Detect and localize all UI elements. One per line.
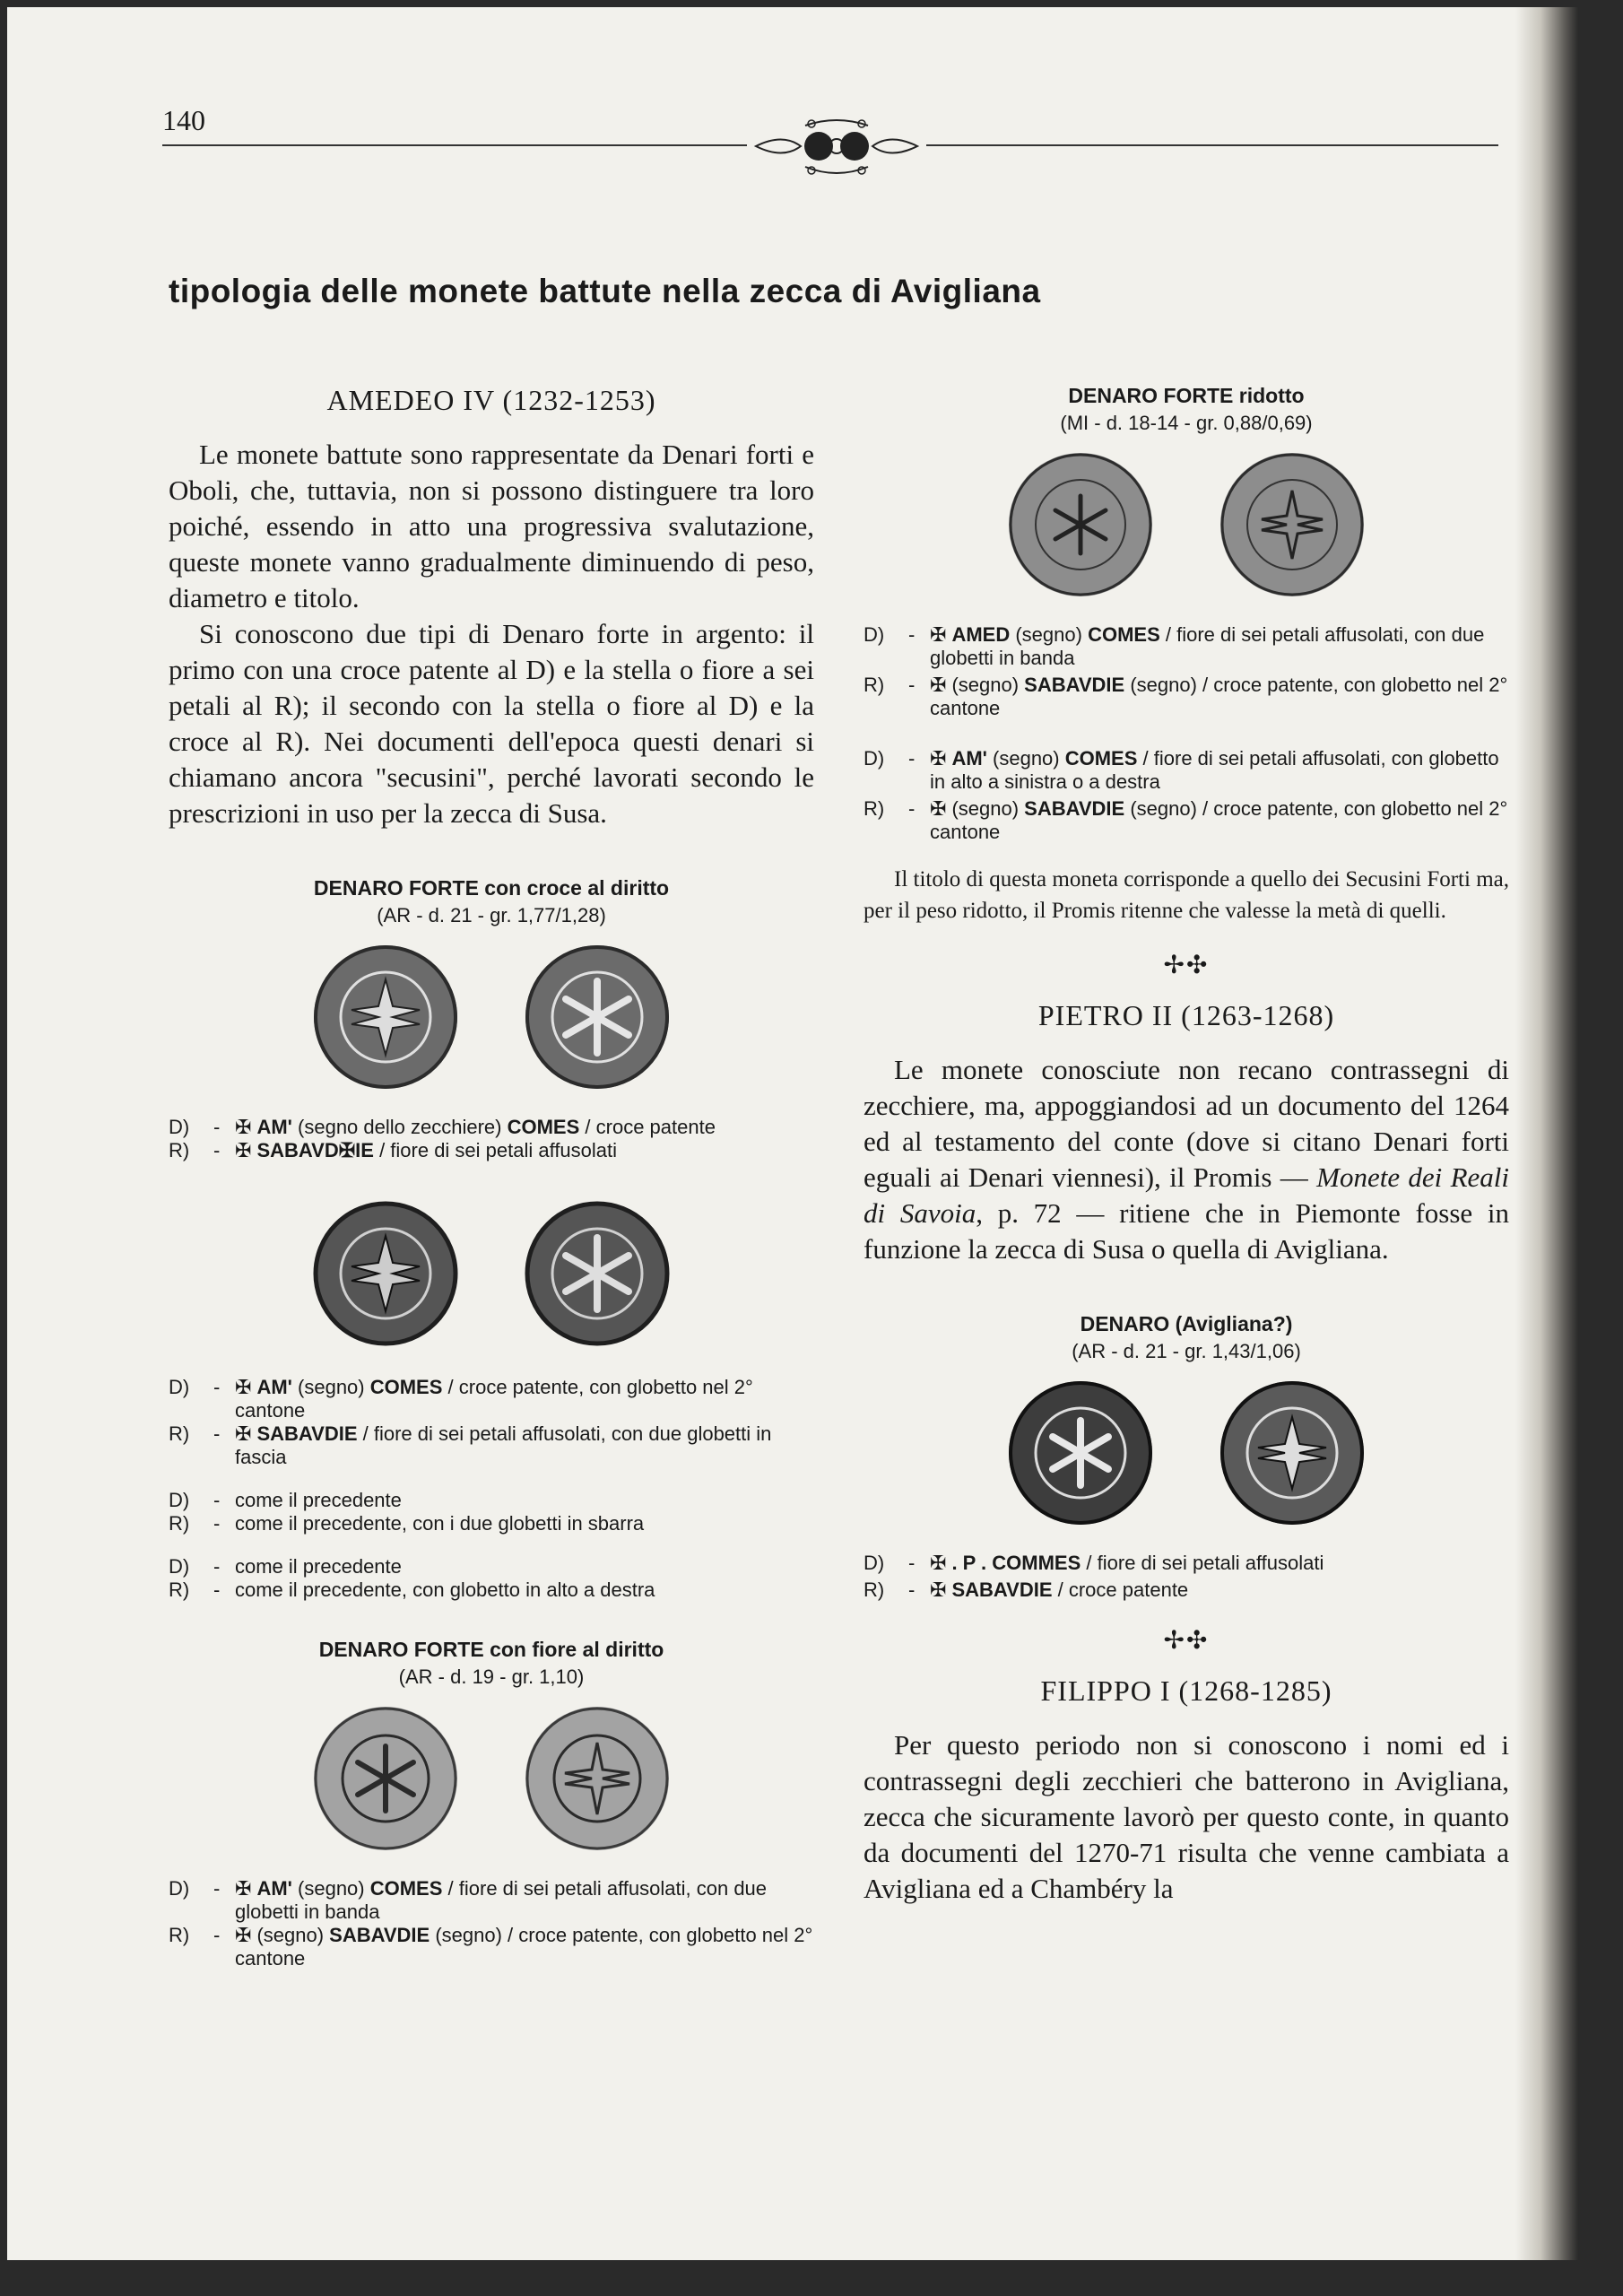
coin-images [864,449,1509,600]
paragraph: Si conoscono due tipi di Denaro forte in argento: il primo con una croce patente al D) e la stella o fiore a sei petali al R); il secondo con la stella o fiore al D) e la croce al R). Nei documenti dell'epoca questi denari si chiamano ancora "secusini", perché lavorati secondo le prescrizioni in uso per la zecca di Susa. [169,618,814,829]
paragraph: Le monete battute sono rappresentate da Denari forti e Oboli, che, tuttavia, non si possono distinguere tra loro poiché, essendo in atto una progressiva svalutazione, queste monete vanno gradualmente diminuendo di peso, diametro e titolo. [169,439,814,613]
coin-title: DENARO (Avigliana?) [1080,1312,1293,1335]
coin-reverse-cross-icon [1217,1378,1367,1528]
coin-obverse-cross-icon [310,1198,461,1349]
page-title: tipologia delle monete battute nella zecca di Avigliana [169,273,1041,309]
coin-description: D) - ✠ AMED (segno) COMES / fiore di sei petali affusolati, con due globetti in banda R) - ✠ (segno) SABAVDIE (segno) / croce patente, con globetto nel 2° cantone [864,623,1508,719]
reign-heading: AMEDEO IV (1232-1253) [326,384,656,416]
coin-variant: D) - come il precedente R) - come il precedente, con globetto in alto a destra [169,1555,655,1601]
coin-obverse-cross-icon [310,942,461,1092]
coin-description: D) - ✠ AM' (segno) COMES / fiore di sei petali affusolati, con globetto in alto a sinistra o a destra R) - ✠ (segno) SABAVDIE (segno) / croce patente, con globetto nel 2° cantone [864,747,1508,843]
coin-reverse-cross-icon [522,1703,673,1854]
coin-images [169,942,814,1092]
coin-title: DENARO FORTE ridotto [1068,384,1305,407]
reign-heading: PIETRO II (1263-1268) [1037,999,1335,1031]
coin-title: DENARO FORTE con croce al diritto [313,876,670,900]
coin-description: D) - ✠ . P . COMMES / fiore di sei petali affusolati R) - ✠ SABAVDIE / croce patente [864,1552,1324,1601]
coin-meta: (AR - d. 21 - gr. 1,77/1,28) [377,904,606,926]
reign-heading: FILIPPO I (1268-1285) [1040,1674,1332,1707]
paragraph: Le monete conosciute non recano contrassegni di zecchiere, ma, appoggiandosi ad un documento del 1264 ed al testamento del conte (dove si citano Denari forti eguali ai Denari viennesi), il Promis — Monete dei Reali di Savoia, p. 72 — ritiene che in Piemonte fosse in funzione la zecca di Susa o quella di Avigliana. [864,1054,1510,1265]
book-page [7,7,1578,2260]
coin-description: D) - ✠ AM' (segno) COMES / croce patente, con globetto nel 2° cantone R) - ✠ SABAVDIE / fiore di sei petali affusolati, con due globetti in fascia [169,1376,772,1468]
coin-description: D) - ✠ AM' (segno) COMES / fiore di sei petali affusolati, con due globetti in banda R) - ✠ (segno) SABAVDIE (segno) / croce patente, con globetto nel 2° cantone [169,1877,813,1970]
coin-meta: (AR - d. 19 - gr. 1,10) [398,1665,585,1688]
coin-title: DENARO FORTE con fiore al diritto [318,1638,664,1661]
note-paragraph: Il titolo di questa moneta corrisponde a quello dei Secusini Forti ma, per il peso ridotto, il Promis ritenne che valesse la metà di quelli. [864,867,1509,923]
separator-ornament-icon: ✢✣ [1163,1625,1210,1655]
page-number: 140 [162,104,205,136]
coin-variant: D) - come il precedente R) - come il precedente, con i due globetti in sbarra [169,1489,645,1535]
coin-meta: (AR - d. 21 - gr. 1,43/1,06) [1072,1340,1301,1362]
paragraph: Per questo periodo non si conoscono i nomi ed i contrassegni degli zecchieri che batterono in Avigliana, zecca che sicuramente lavorò per questo conte, in quanto da documenti del 1270-71 risulta che venne cambiata a Avigliana ed a Chambéry la [864,1729,1509,1904]
coin-reverse-flower-icon [522,942,673,1092]
cross-symbol: ✠ [235,1139,252,1161]
coin-reverse-flower-icon [522,1198,673,1349]
coin-reverse-cross-icon [1217,449,1367,600]
coin-obverse-flower-icon [310,1703,461,1854]
separator-ornament-icon: ✢✣ [1163,950,1210,979]
book-spine-shadow [1515,7,1578,2260]
coin-obverse-flower-icon [1005,1378,1156,1528]
coin-images [864,1378,1509,1528]
right-column [864,384,1509,1907]
coin-meta: (MI - d. 18-14 - gr. 0,88/0,69) [1060,412,1313,434]
cross-symbol: ✠ [235,1116,252,1138]
left-column [169,384,814,1990]
coin-images [169,1703,814,1854]
coin-description: D) - ✠ AM' (segno dello zecchiere) COMES / croce patente R) - ✠ SABAVD✠IE / fiore di sei petali affusolati [169,1116,716,1161]
header-ornament-icon [747,115,926,187]
coin-images [169,1198,814,1349]
coin-obverse-flower-icon [1005,449,1156,600]
